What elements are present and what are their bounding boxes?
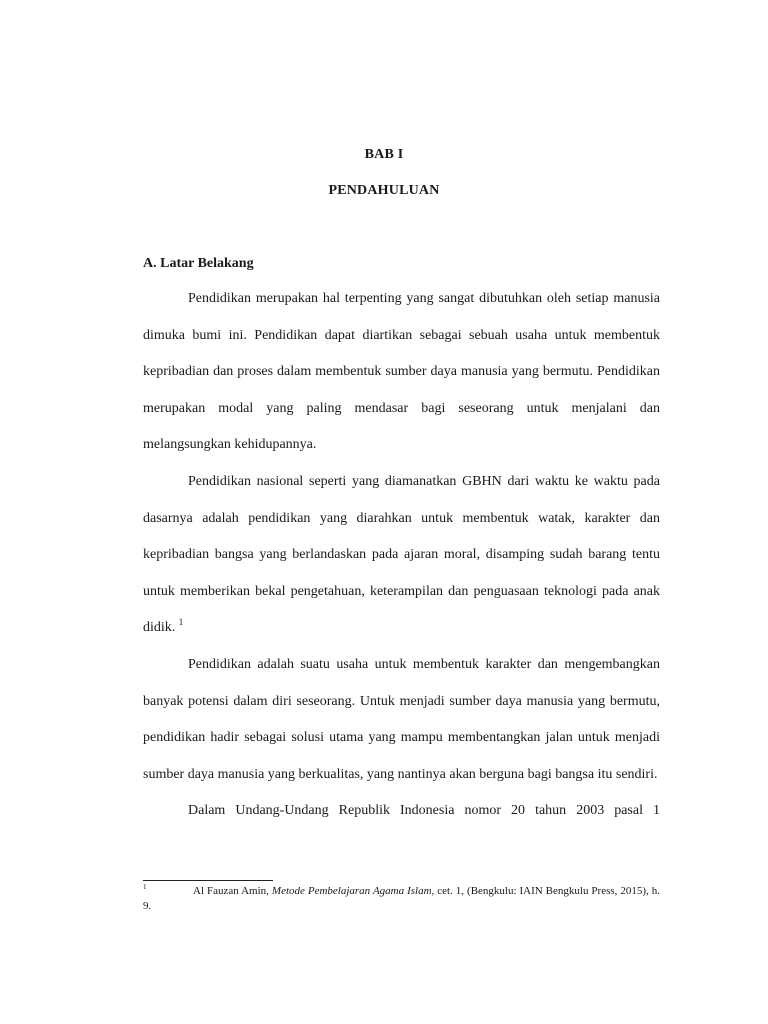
footnote-author: Al Fauzan Amin, <box>193 885 269 897</box>
footnote-details: , cet. 1, (Bengkulu: IAIN Bengkulu Press, 2015), h. 9. <box>143 885 661 912</box>
chapter-title: PENDAHULUAN <box>328 183 440 198</box>
footnote-book-title: Metode Pembelajaran Agama Islam <box>271 885 432 897</box>
paragraph-1: Pendidikan merupakan hal terpenting yang sangat dibutuhkan oleh setiap manusia dimuka bumi ini. Pendidikan dapat diartikan sebagai sebuah usaha untuk membentuk kepribadian dan proses dalam membentuk sumber daya manusia yang bermutu. Pendidikan merupakan modal yang paling mendasar bagi seseorang untuk menjalani dan melangsungkan kehidupannya. <box>143 291 660 453</box>
section-heading: A. Latar Belakang <box>143 256 254 271</box>
footnote-reference[interactable]: 1 <box>178 617 184 628</box>
paragraph-2-text: Pendidikan nasional seperti yang diamanatkan GBHN dari waktu ke waktu pada dasarnya adalah pendidikan yang diarahkan untuk membentuk watak, karakter dan kepribadian bangsa yang berlandaskan pada ajaran moral, disamping sudah barang tentu untuk memberikan bekal pengetahuan, keterampilan dan penguasaan teknologi pada anak didik. <box>143 473 660 636</box>
footnote: 1 Al Fauzan Amin, Metode Pembelajaran Agama Islam, cet. 1, (Bengkulu: IAIN Bengkulu Press, 2015), h. 9. <box>143 883 661 912</box>
footnote-separator <box>143 880 273 881</box>
paragraph-3: Pendidikan adalah suatu usaha untuk membentuk karakter dan mengembangkan banyak potensi dalam diri seseorang. Untuk menjadi sumber daya manusia yang bermutu, pendidikan hadir sebagai solusi utama yang mampu membentangkan jalan untuk menjadi sumber daya manusia yang berkualitas, yang nantinya akan berguna bagi bangsa itu sendiri. <box>143 656 660 782</box>
chapter-heading: BAB I <box>364 147 404 162</box>
paragraph-2 <box>143 464 660 647</box>
paragraph-4: Dalam Undang-Undang Republik Indonesia nomor 20 tahun 2003 pasal 1 <box>188 803 660 819</box>
body-text <box>143 281 660 830</box>
